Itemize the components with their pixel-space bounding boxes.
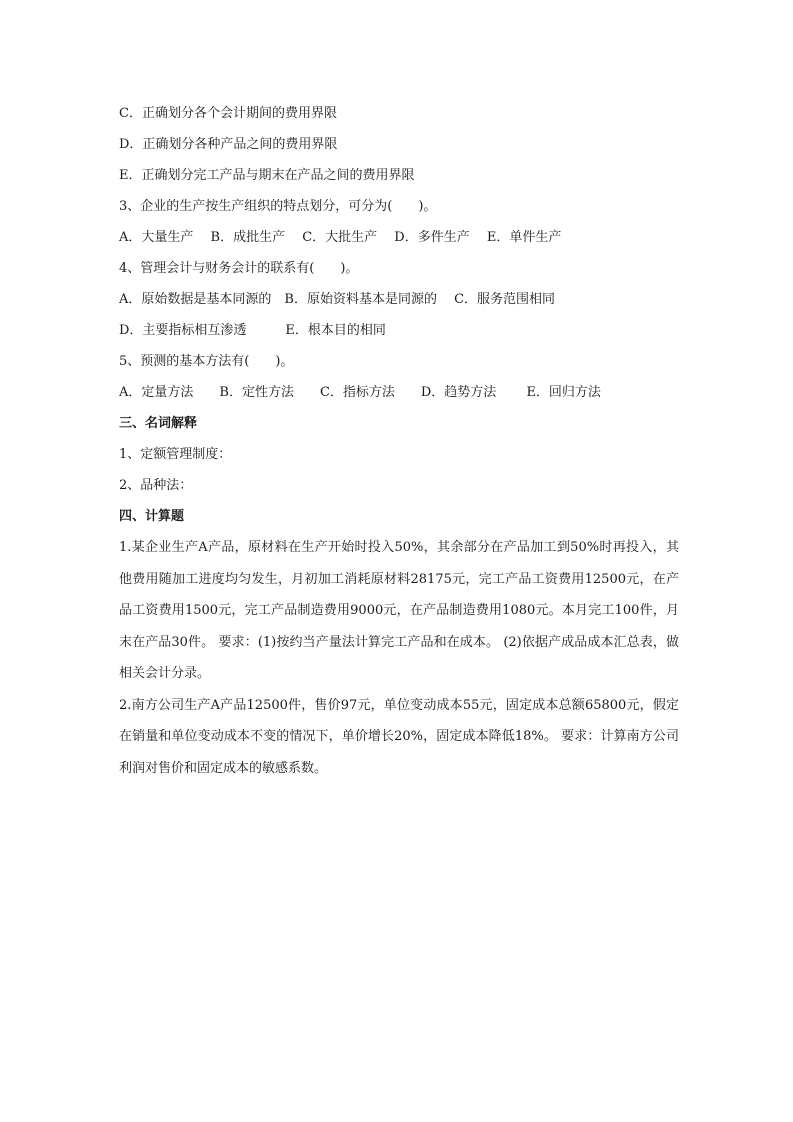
question-3-options: A．大量生产 B．成批生产 C．大批生产 D．多件生产 E．单件生产 (119, 230, 562, 245)
problem-1: 1.某企业生产A产品，原材料在生产开始时投入50%，其余部分在产品加工到50%时再投入，其他费用随加工进度均匀发生，月初加工消耗原材料28175元，完工产品工资费用12500元，在产品工资费用1500元，完工产品制造费用9000元，在产品制造费用1080元。本月完工100件，月末在产品30件。 要求：(1)按约当产量法计算完工产品和在成本。 (2)依据产成品成本汇总表，做相关会计分录。 (119, 540, 679, 681)
section-3-title: 三、名词解释 (119, 416, 198, 431)
option-d: D．正确划分各种产品之间的费用界限 (119, 137, 338, 152)
question-5: 5、预测的基本方法有( )。 (119, 354, 294, 369)
term-2: 2、品种法： (119, 478, 193, 493)
document-page (119, 98, 679, 784)
question-4: 4、管理会计与财务会计的联系有( )。 (119, 261, 359, 276)
question-3: 3、企业的生产按生产组织的特点划分，可分为( )。 (119, 199, 437, 214)
option-c: C．正确划分各个会计期间的费用界限 (119, 106, 337, 121)
section-4-title: 四、计算题 (119, 509, 185, 524)
question-5-options: A．定量方法 B．定性方法 C．指标方法 D．趋势方法 E．回归方法 (119, 385, 601, 400)
term-1: 1、定额管理制度： (119, 447, 232, 462)
option-e: E．正确划分完工产品与期末在产品之间的费用界限 (119, 168, 415, 183)
problem-2: 2.南方公司生产A产品12500件，售价97元，单位变动成本55元，固定成本总额65800元，假定在销量和单位变动成本不变的情况下，单价增长20%，固定成本降低18%。 要求：计算南方公司利润对售价和固定成本的敏感系数。 (119, 697, 679, 776)
question-4-options-row1: A．原始数据是基本同源的 B．原始资料基本是同源的 C．服务范围相同 (119, 292, 556, 307)
question-4-options-row2: D．主要指标相互渗透 E．根本目的相同 (119, 323, 386, 338)
